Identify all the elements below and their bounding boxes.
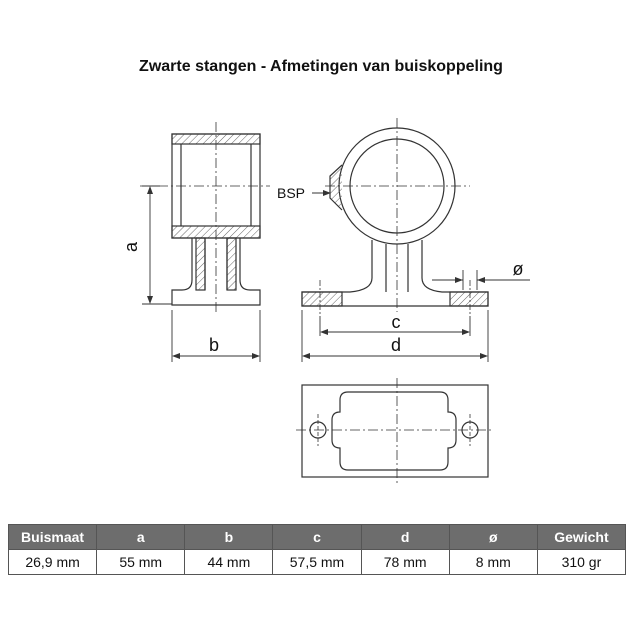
front-view [302,118,488,316]
table-header-row [9,525,626,550]
dimension-b-label: b [208,335,220,355]
dimension-a [142,186,172,304]
table-header-cell: Gewicht [537,525,625,550]
bsp-arrow [312,190,331,196]
table-row [9,550,626,575]
table-cell: 310 gr [537,550,625,575]
table-cell: 78 mm [361,550,449,575]
dimension-c-label: c [391,312,401,332]
dimensions-table [8,524,626,575]
table-header-cell: a [97,525,185,550]
bsp-label: BSP [277,185,306,201]
dimension-diameter-label: ø [512,259,524,279]
table-cell: 44 mm [185,550,273,575]
table-header-cell: d [361,525,449,550]
table-header-cell: b [185,525,273,550]
table-cell: 26,9 mm [9,550,97,575]
table-cell: 8 mm [449,550,537,575]
table-cell: 57,5 mm [273,550,361,575]
table-header-cell: ø [449,525,537,550]
dimension-a-label: a [121,241,141,253]
page-title: Zwarte stangen - Afmetingen van buiskoppeling [139,58,503,75]
side-view [140,122,270,312]
dimension-d-label: d [390,335,402,355]
top-view [296,378,494,484]
table-header-cell: c [273,525,361,550]
table-header-cell: Buismaat [9,525,97,550]
table-cell: 55 mm [97,550,185,575]
